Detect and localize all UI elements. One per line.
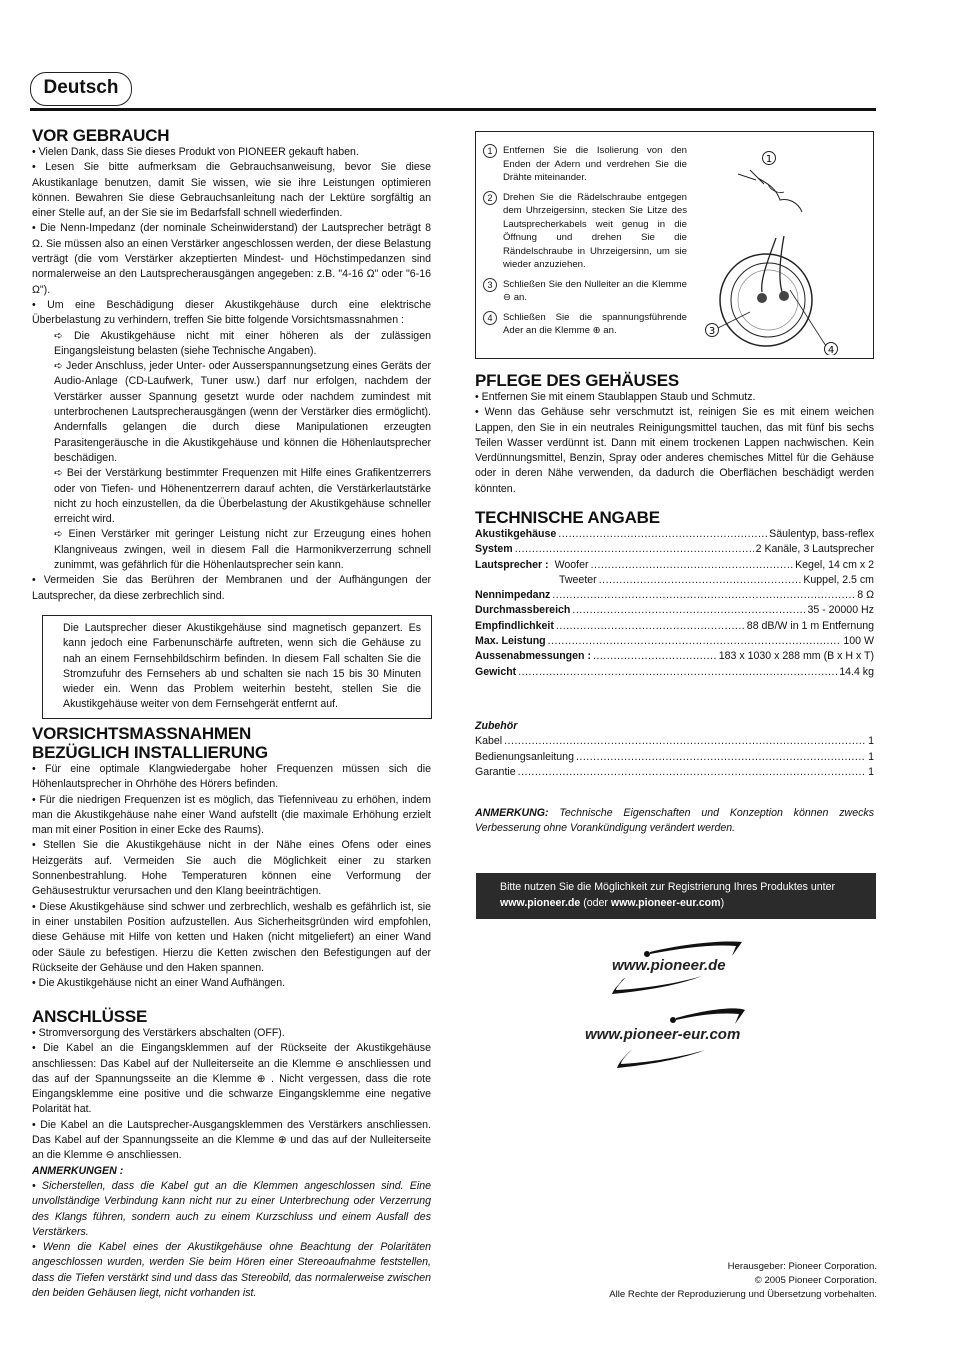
accessory-row — [475, 750, 874, 765]
pflege-section — [475, 371, 874, 497]
banner-line1: Bitte nutzen Sie die Möglichkeit zur Registrierung Ihres Produktes unter — [500, 881, 836, 893]
sub-paragraph: ➪ Einen Verstärker mit geringer Leistung nicht zur Erzeugung eines hohen Klangniveaus zwingen, weil in diesem Fall die Harmonikverzerrung schnell zunimmt, was gefährlich für die Höhenlautsprecher sein kann. — [54, 528, 431, 572]
vor-gebrauch-section — [32, 126, 431, 604]
svg-text:3: 3 — [708, 326, 716, 337]
technische-section — [475, 508, 874, 680]
paragraph: • Lesen Sie bitte aufmerksam die Gebrauchsanweisung, bevor Sie diese Akustikanlage benutzen, damit Sie wissen, wie sie ihre Leistungen optimieren können. Bewahren Sie diese Gebrauchsanleitung nach der Lektüre sorgfältig an einer Stelle auf, an der Sie sie im Bedarfsfall schnell wiederfinden. — [32, 161, 431, 220]
spec-value: 183 x 1030 x 288 mm (B x H x T) — [718, 650, 874, 663]
footer-copyright: © 2005 Pioneer Corporation. — [754, 1275, 877, 1286]
dot-leader — [504, 734, 866, 749]
dot-leader — [548, 634, 842, 649]
paragraph: • Diese Akustikgehäuse sind schwer und zerbrechlich, weshalb es gefährlich ist, sie in einer unstabilen Position aufzustellen. Aus Sicherheitsgründen wird empfohlen, diese Gehäuse mit Hilfe von ketten und Haken (nicht mitgeliefert) an einer Wand oder Säule zu befestigen. Hierzu die Ketten zwischen den Befestigungen auf der Rückseite der Gehäuse und den Haken spannen. — [32, 900, 431, 974]
terminal-diagram — [698, 140, 868, 355]
spec-value: Kuppel, 2.5 cm — [803, 573, 874, 586]
spec-row — [475, 603, 874, 618]
registration-banner — [476, 873, 876, 919]
svg-text:1: 1 — [765, 154, 773, 165]
logo-url-de: www.pioneer.de — [612, 957, 726, 974]
spec-row — [475, 649, 874, 664]
spec-key: Gewicht — [475, 665, 517, 678]
paragraph: • Die Nenn-Impedanz (der nominale Scheinwiderstand) der Lautsprecher beträgt 8 Ω. Sie müssen also an einen Verstärker angeschlossen werden, der diese Belastung verträgt (die vom Verstärker akzeptierten Mindest- und Höchstimpedanzen sind normalerweise an den Lautsprecherausgängen angegeben: z.B. "4-16 Ω" oder "6-16 Ω"). — [32, 222, 431, 296]
spec-row — [475, 573, 874, 588]
spec-subkey: Woofer — [554, 558, 589, 571]
anmerkung-text: Technische Eigenschaften und Konzeption können zwecks Verbesserung ohne Vorankündigung verändert werden. — [475, 807, 874, 835]
spec-key: Durchmassbereich — [475, 604, 571, 617]
notes-title: ANMERKUNGEN : — [32, 1164, 124, 1177]
step-number: 3 — [483, 278, 497, 292]
accessory-name: Kabel — [475, 735, 503, 748]
dot-leader — [572, 603, 805, 618]
instruction-list — [483, 144, 687, 344]
sub-paragraph: ➪ Jeder Anschluss, jeder Unter- oder Ausserspannungsetzung eines Geräts der Audio-Anlage (CD-Laufwerk, Tuner usw.) darf nur erfolgen, nachdem der Verstärker ausser Spannung gesetzt wurde oder nachdem zumindest mit unterbrochenen Lautsprecherausgängen (wenn der Verstärker dies ermöglicht). Andernfalls gelangen die durch diese Manipulationen erzeugten Parasitengeräusche in die Akustikgehäuse und können die Höhenlautsprecher beschädigen. — [54, 360, 431, 464]
accessory-qty: 1 — [868, 735, 874, 748]
spec-row — [475, 634, 874, 649]
banner-link-eur[interactable]: www.pioneer-eur.com — [610, 897, 721, 909]
paragraph: • Die Akustikgehäuse nicht an einer Wand Aufhängen. — [32, 977, 286, 990]
zubehoer-title: Zubehör — [475, 720, 518, 732]
spec-value: 8 Ω — [857, 589, 874, 602]
section-title-pflege: PFLEGE DES GEHÄUSES — [475, 371, 680, 390]
dot-leader — [576, 750, 866, 765]
dot-leader — [518, 765, 866, 780]
spec-key: Max. Leistung — [475, 635, 546, 648]
paragraph: • Die Kabel an die Eingangsklemmen auf der Rückseite der Akustikgehäuse anschliessen: Das Kabel auf der Nulleiterseite an die Klemme ⊖ anschliessen und das auf der Spannungsseite an die Klemme ⊕ . Nicht vergessen, dass die rote Eingangsklemme eine positive und die schwarze Eingangsklemme eine negative Polarität hat. — [32, 1042, 431, 1116]
banner-text: (oder — [580, 897, 611, 909]
connection-instructions-box — [475, 131, 874, 359]
zubehoer-section — [475, 719, 874, 780]
step-number: 4 — [483, 311, 497, 325]
anmerkung-label: ANMERKUNG: — [475, 807, 549, 819]
banner-text: ) — [720, 897, 725, 909]
spec-row — [475, 665, 874, 680]
instruction-step — [483, 144, 687, 185]
pioneer-eur-logo[interactable] — [585, 1008, 785, 1070]
dot-leader — [556, 619, 745, 634]
spec-value: 100 W — [843, 635, 874, 648]
anschluesse-section — [32, 1007, 431, 1301]
spec-row — [475, 619, 874, 634]
spec-value: Kegel, 14 cm x 2 — [795, 558, 874, 571]
paragraph: • Entfernen Sie mit einem Staublappen Staub und Schmutz. — [475, 391, 756, 403]
instruction-step — [483, 311, 687, 338]
svg-text:4: 4 — [827, 345, 835, 355]
footer-publisher: Herausgeber: Pioneer Corporation. — [727, 1261, 877, 1272]
instruction-text: Schließen Sie den Nulleiter an die Klemme ⊖ an. — [503, 278, 687, 303]
spec-row — [475, 527, 874, 542]
footer-rights: Alle Rechte der Reproduzierung und Übersetzung vorbehalten. — [609, 1289, 877, 1300]
accessory-row — [475, 734, 874, 749]
publisher-footer — [560, 1260, 877, 1302]
note-item: • Wenn die Kabel eines der Akustikgehäuse ohne Beachtung der Polaritäten angeschlossen wurden, werden Sie beim Hören einer Stereoaufnahme feststellen, dass die Tiefen verstärkt sind und dass das Stereobild, das normalerweise zwischen den beiden Gehäusen liegt, nicht vorhanden ist. — [32, 1241, 431, 1300]
dot-leader — [591, 558, 794, 573]
paragraph: • Die Kabel an die Lautsprecher-Ausgangsklemmen des Verstärkers anschliessen. Das Kabel auf der Spannungsseite an die Klemme ⊕ und das auf der Nulleiterseite an die Klemme ⊖ anschliessen. — [32, 1118, 431, 1162]
language-tab: Deutsch — [30, 72, 132, 106]
paragraph: • Für eine optimale Klangwiedergabe hoher Frequenzen müssen sich die Höhenlautsprecher in Ohrhöhe des Hörers befinden. — [32, 763, 431, 791]
step-number: 2 — [483, 191, 497, 205]
spec-key: Akustikgehäuse — [475, 528, 557, 540]
spec-key: Lautsprecher : — [475, 558, 549, 571]
sub-paragraph: ➪ Bei der Verstärkung bestimmter Frequenzen mit Hilfe eines Grafikentzerrers oder von Tiefen- und Höhenentzerrern darauf achten, die Verstärkerlautstärke nicht zu hoch einzustellen, da die Überbelastung der Akustikgehäuse schneller erreicht wird. — [54, 467, 431, 526]
spec-value: Säulentyp, bass-reflex — [769, 528, 874, 540]
instruction-text: Schließen Sie die spannungsführende Ader an die Klemme ⊕ an. — [503, 311, 687, 336]
step-number: 1 — [483, 144, 497, 158]
accessory-row — [475, 765, 874, 780]
spec-subkey: Tweeter — [559, 573, 597, 586]
note-text: Die Lautsprecher dieser Akustikgehäuse sind magnetisch gepanzert. Es kann jedoch eine Farbenunschärfe auftreten, wenn sich die Gehäuse zu nah an einem Fernsehbildschirm befinden. In diesem Fall schalten Sie die Stromzufuhr des Fernsehers ab und schalten sie nach 15 bis 30 Minuten wieder ein. Wenn das Problem weiterhin besteht, stellen Sie die Akustikgehäuse weiter von dem Fernsehgerät entfernt auf. — [63, 622, 421, 711]
spec-key: System — [475, 543, 513, 556]
paragraph: • Für die niedrigen Frequenzen ist es möglich, das Tiefenniveau zu erhöhen, indem man die Akustikgehäuse nahe einer Wand aufstellt (die maximale Erhöhung erzielt man mit einer Position in einer Ecke des Raums). — [32, 793, 431, 837]
paragraph: • Um eine Beschädigung dieser Akustikgehäuse durch eine elektrische Überbelastung zu verhindern, treffen Sie bitte folgende Vorsichtsmassnahmen : — [32, 298, 431, 327]
vorsicht-section — [32, 724, 431, 991]
accessory-name: Garantie — [475, 765, 516, 778]
header-rule — [30, 108, 876, 111]
paragraph: • Stellen Sie die Akustikgehäuse nicht in der Nähe eines Ofens oder eines Heizgeräts auf. Vermeiden Sie auch die Möglichkeit einer zu starken Sonnenbestrahlung. Hohe Temperaturen können eine Verformung der Gehäusestruktur verursachen und den Klang beeinträchtigen. — [32, 839, 431, 898]
paragraph: • Vielen Dank, dass Sie dieses Produkt von PIONEER gekauft haben. — [32, 146, 359, 158]
anmerkung-note — [475, 806, 874, 837]
section-title-vor-gebrauch: VOR GEBRAUCH — [32, 126, 170, 145]
spec-value: 2 Kanäle, 3 Lautsprecher — [755, 543, 874, 556]
dot-leader — [515, 542, 754, 557]
spec-value: 14.4 kg — [839, 665, 874, 678]
dot-leader — [518, 665, 837, 680]
section-title-technische: TECHNISCHE ANGABE — [475, 508, 660, 527]
accessory-qty: 1 — [868, 765, 874, 778]
spec-value: 88 dB/W in 1 m Entfernung — [746, 619, 874, 632]
magnetic-shield-note — [42, 615, 432, 719]
paragraph: • Stromversorgung des Verstärkers abschalten (OFF). — [32, 1027, 285, 1039]
note-item: • Sicherstellen, dass die Kabel gut an die Klemmen angeschlossen sind. Eine unvollständige Verbindung kann nicht nur zu einer Unterbrechung oder Verzerrung des Klangs führen, sondern auch zu einem Kurzschluss und einem Ausfall des Verstärkers. — [32, 1179, 431, 1238]
banner-link-de[interactable]: www.pioneer.de — [500, 897, 581, 909]
instruction-step — [483, 191, 687, 272]
dot-leader — [552, 588, 855, 603]
paragraph: • Wenn das Gehäuse sehr verschmutzt ist, reinigen Sie es mit einem weichen Lappen, den Sie in ein neutrales Reinigungsmittel tauchen, das mit fünf bis sechs Teilen Wasser verdünnt ist. Dann mit einem trockenen Lappen nachwischen. Kein Verdünnungsmittel, Benzin, Spray oder anderes chemisches Mittel für die Gehäuse oder in deren Nähe verwenden, da dadurch die Oberflächen beschädigt werden könnten. — [475, 406, 874, 495]
instruction-text: Drehen Sie die Rädelschraube entgegen dem Uhrzeigersinn, stecken Sie Litze des Lautsprecherkabels weit genug in die Öffnung und drehen Sie die Rändelschraube in Uhrzeigersinn, um sie wieder anzuziehen. — [503, 191, 687, 270]
paragraph: • Vermeiden Sie das Berühren der Membranen und der Aufhängungen der Lautsprecher, da diese zerbrechlich sind. — [32, 574, 431, 602]
spec-row — [475, 542, 874, 557]
spec-row — [475, 588, 874, 603]
spec-key: Nennimpedanz — [475, 589, 551, 602]
spec-key: Empfindlichkeit — [475, 619, 554, 632]
instruction-text: Entfernen Sie die Isolierung von den Enden der Adern und verdrehen Sie die Drähte miteinander. — [503, 145, 687, 183]
dot-leader — [599, 573, 802, 588]
spec-list — [475, 527, 874, 680]
spec-row — [475, 558, 874, 573]
spec-value: 35 - 20000 Hz — [807, 604, 874, 617]
section-title-anschluesse: ANSCHLÜSSE — [32, 1007, 148, 1026]
dot-leader — [558, 527, 767, 542]
logo-url-eur: www.pioneer-eur.com — [585, 1026, 741, 1043]
sub-paragraph: ➪ Die Akustikgehäuse nicht mit einer höheren als der zulässigen Eingangsleistung belasten (siehe Technische Angaben). — [54, 329, 431, 357]
spec-key: Aussenabmessungen : — [475, 650, 591, 663]
accessory-name: Bedienungsanleitung — [475, 750, 574, 763]
accessory-list — [475, 734, 874, 780]
accessory-qty: 1 — [868, 750, 874, 763]
pioneer-de-logo[interactable] — [592, 940, 762, 995]
dot-leader — [593, 649, 717, 664]
instruction-step — [483, 278, 687, 305]
section-title-vorsicht-2: BEZÜGLICH INSTALLIERUNG — [32, 743, 268, 762]
section-title-vorsicht-1: VORSICHTSMASSNAHMEN — [32, 724, 252, 743]
